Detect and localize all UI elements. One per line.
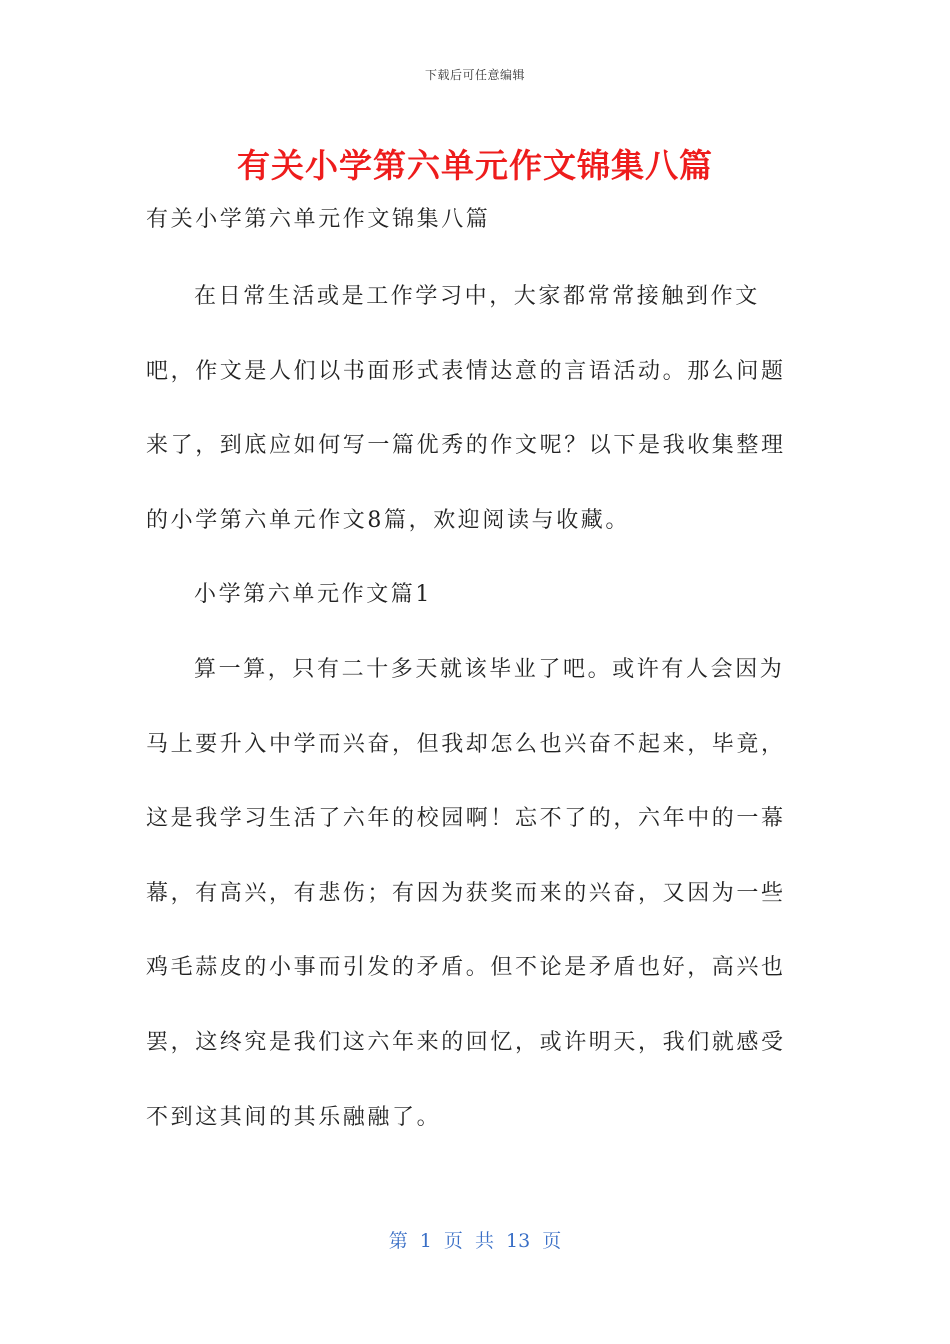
document-title: 有关小学第六单元作文锦集八篇 (237, 146, 713, 185)
header-note: 下载后可任意编辑 (424, 68, 525, 82)
intro-paragraph: 在日常生活或是工作学习中，大家都常常接触到作文吧，作文是人们以书面形式表情达意的言语活动。那么问题来了，到底应如何写一篇优秀的作文呢？以下是我收集整理的小学第六单元作文8篇，欢迎阅读与收藏。 (146, 284, 786, 533)
page-footer: 第 1 页 共 13 页 (388, 1230, 562, 1252)
document-body (146, 260, 796, 1155)
subtitle-line: 有关小学第六单元作文锦集八篇 (146, 207, 491, 232)
section-heading: 小学第六单元作文篇1 (194, 582, 432, 608)
essay-paragraph: 算一算，只有二十多天就该毕业了吧。或许有人会因为马上要升入中学而兴奋，但我却怎么也兴奋不起来，毕竟，这是我学习生活了六年的校园啊！忘不了的，六年中的一幕幕，有高兴，有悲伤；有因为获奖而来的兴奋，又因为一些鸡毛蒜皮的小事而引发的矛盾。但不论是矛盾也好，高兴也罢，这终究是我们这六年来的回忆，或许明天，我们就感受不到这其间的其乐融融了。 (146, 656, 786, 1130)
